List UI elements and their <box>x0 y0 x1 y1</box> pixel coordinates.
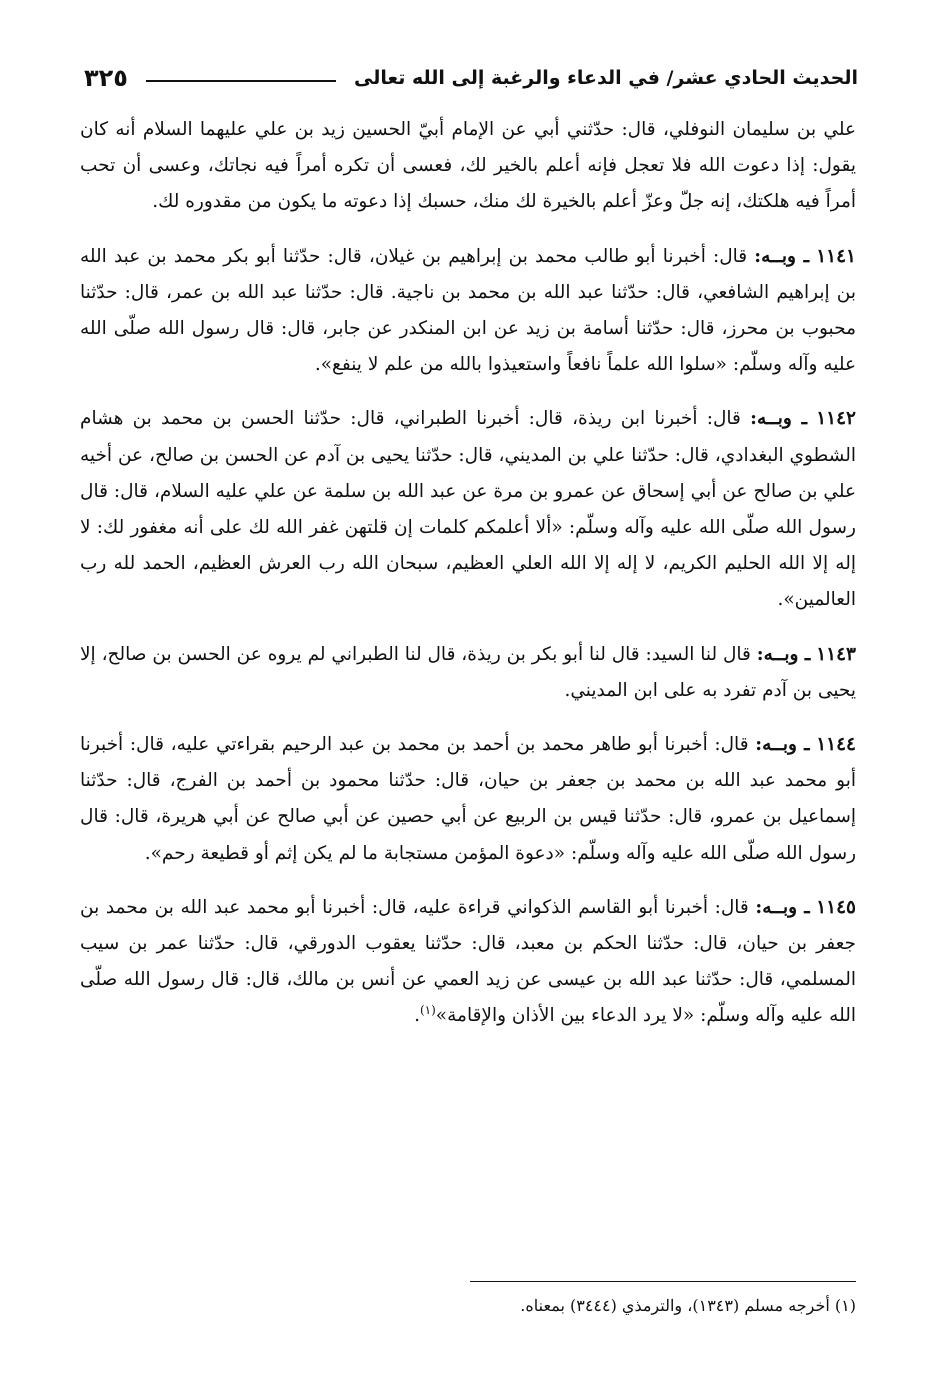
hadith-number: ١١٤٣ <box>816 643 856 665</box>
hadith-1145 <box>80 890 856 1035</box>
hadith-prefix: ـ وبــه: <box>754 245 810 267</box>
hadith-prefix: ـ وبــه: <box>755 896 810 918</box>
hadith-1141 <box>80 239 856 384</box>
running-header <box>84 58 858 98</box>
footnote: (١) أخرجه مسلم (١٣٤٣)، والترمذي (٣٤٤٤) بمعناه. <box>520 1296 856 1315</box>
hadith-prefix: ـ وبــه: <box>755 734 810 756</box>
hadith-text: قال: أخبرنا أبو طاهر محمد بن أحمد بن محمد بن عبد الرحيم بقراءتي عليه، قال: أخبرنا أبو محمد عبد الله بن محمد بن جعفر بن حيان، قال: حدّثنا محمود بن أحمد بن الفرج، قال: حدّثنا إسماعيل بن عمرو، قال: حدّثنا قيس بن الربيع عن أبي حصين عن أبي صالح عن أبي هريرة، قال: قال رسول الله صلّى الله عليه وآله وسلّم: «دعوة المؤمن مستجابة ما لم يكن إثم أو قطيعة رحم». <box>80 734 856 864</box>
hadith-text: قال: أخبرنا أبو طالب محمد بن إبراهيم بن غيلان، قال: حدّثنا أبو بكر محمد بن عبد الله بن إبراهيم الشافعي، قال: حدّثنا عبد الله بن محمد بن ناجية. قال: حدّثنا عبد الله بن عمر، قال: حدّثنا محبوب بن محرز، قال: حدّثنا أسامة بن زيد عن ابن المنكدر عن جابر، قال: قال رسول الله صلّى الله عليه وآله وسلّم: «سلوا الله علماً نافعاً واستعيذوا بالله من علم لا ينفع». <box>80 245 856 376</box>
hadith-number: ١١٤٥ <box>816 896 856 918</box>
hadith-text: قال لنا السيد: قال لنا أبو بكر بن ريذة، قال لنا الطبراني لم يروه عن الحسن بن صالح، إلا يحيى بن آدم تفرد به على ابن المديني. <box>80 643 856 701</box>
page-body <box>80 112 856 1053</box>
hadith-text: قال: أخبرنا أبو القاسم الذكواني قراءة عليه، قال: أخبرنا أبو محمد عبد الله بن محمد بن جعفر بن حيان، قال: حدّثنا الحكم بن معبد، قال: حدّثنا يعقوب الدورقي، قال: حدّثنا عمر بن سيب المسلمي، قال: حدّثنا عبد الله بن عيسى عن زيد العمي عن أنس بن مالك، قال: قال رسول الله صلّى الله عليه وآله وسلّم: «لا يرد الدعاء بين الأذان والإقامة» <box>80 896 856 1027</box>
hadith-1142 <box>80 401 856 618</box>
hadith-prefix: ـ وبــه: <box>756 643 811 665</box>
hadith-prefix: ـ وبــه: <box>750 408 808 430</box>
hadith-tail: . <box>414 1005 420 1027</box>
hadith-1143 <box>80 637 856 709</box>
hadith-1144 <box>80 727 856 872</box>
intro-paragraph: علي بن سليمان النوفلي، قال: حدّثني أبي عن الإمام أبيّ الحسين زيد بن علي عليهما السلام أنه كان يقول: إذا دعوت الله فلا تعجل فإنه أعلم بالخير لك، فعسى أن تكره أمراً فيه نجاتك، وعسى أن تحب أمراً فيه هلكتك، إنه جلّ وعزّ أعلم بالخيرة لك منك، حسبك إذا دعوته ما يكون من مقدوره لك. <box>80 119 856 213</box>
hadith-number: ١١٤٤ <box>816 734 856 756</box>
hadith-number: ١١٤٢ <box>816 408 856 430</box>
header-rule <box>146 80 336 82</box>
hadith-text: قال: أخبرنا ابن ريذة، قال: أخبرنا الطبراني، قال: حدّثنا الحسن بن محمد بن هشام الشطوي البغدادي، قال: حدّثنا علي بن المديني، قال: حدّثنا يحيى بن آدم عن الحسن بن صالح، عن أخيه علي بن صالح عن أبي إسحاق عن عمرو بن مرة عن عبد الله بن سلمة عن علي عليه السلام، قال: قال رسول الله صلّى الله عليه وآله وسلّم: «ألا أعلمكم كلمات إن قلتهن غفر الله لك على أنه مغفور لك: لا إله إلا الله الحليم الكريم، لا إله إلا الله العلي العظيم، سبحان الله رب العرش العظيم، الحمد لله رب العالمين». <box>80 408 856 611</box>
page-number: ٣٢٥ <box>84 64 128 92</box>
footnote-rule <box>470 1281 856 1282</box>
running-title: الحديث الحادي عشر/ في الدعاء والرغبة إلى الله تعالى <box>354 67 858 89</box>
hadith-number: ١١٤١ <box>816 245 856 267</box>
footnote-reference[interactable]: (١) <box>419 1003 436 1018</box>
